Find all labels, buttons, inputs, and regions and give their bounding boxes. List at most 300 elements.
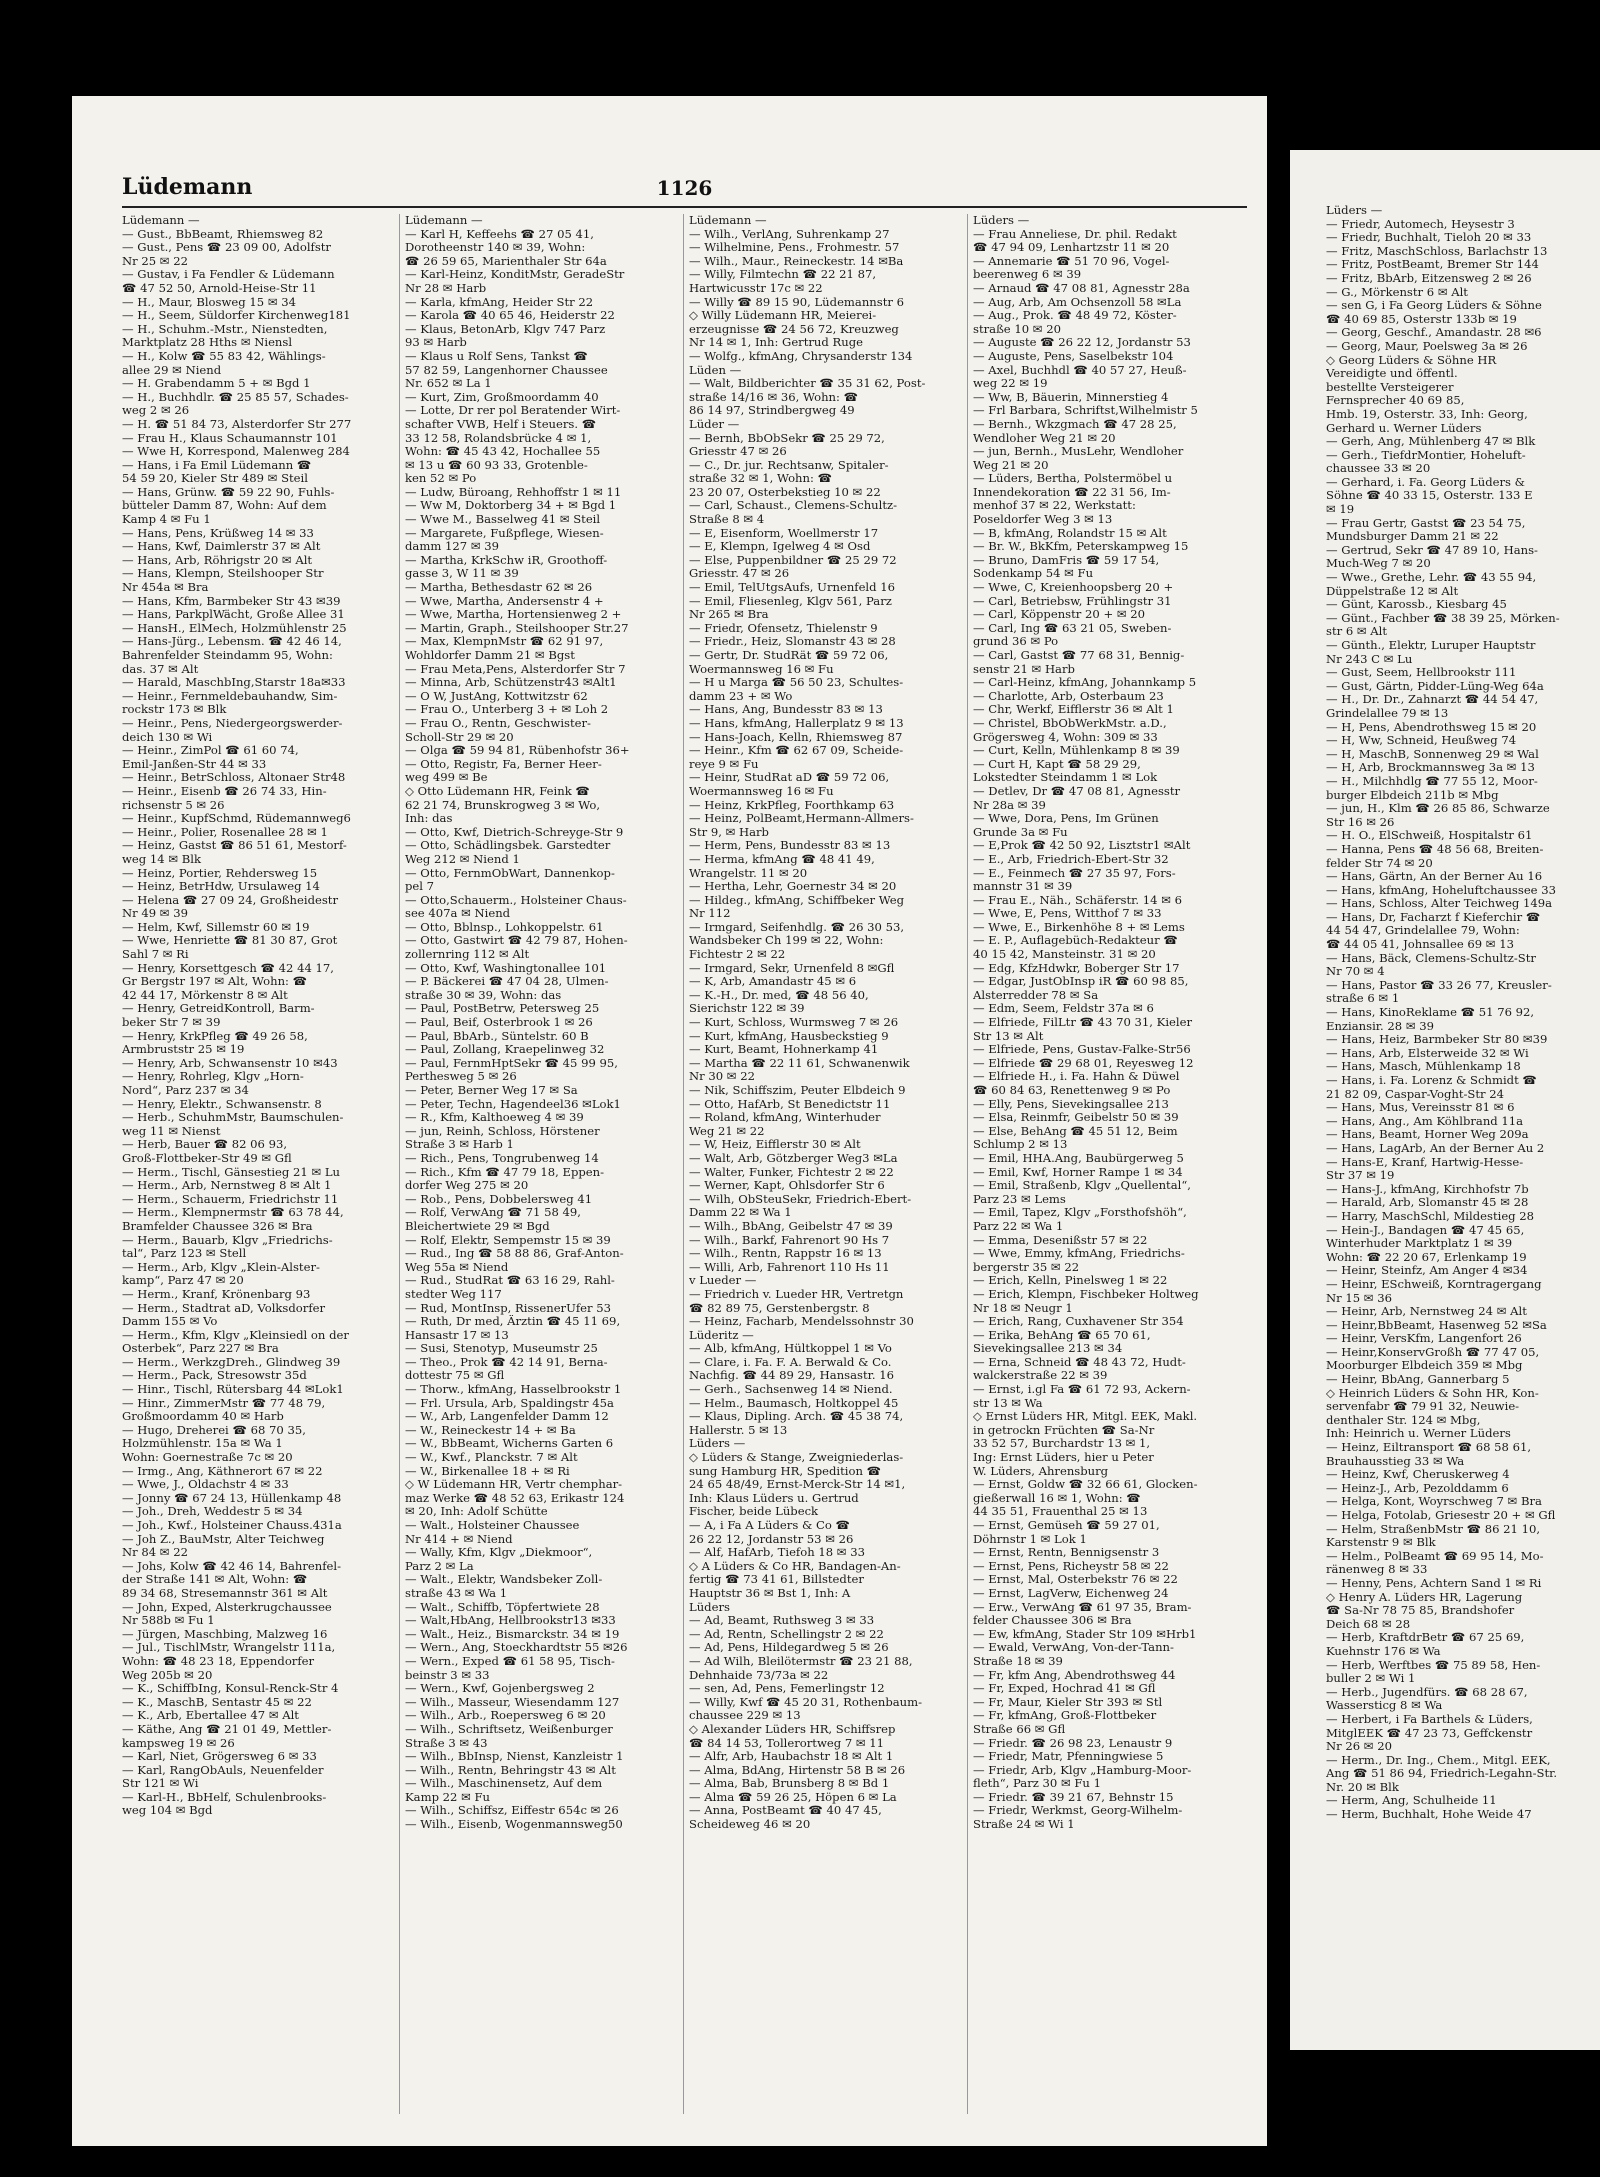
directory-entry-line: — Johs, Kolw ☎ 42 46 14, Bahrenfel- bbox=[122, 1559, 342, 1573]
directory-entry-line: — Herbert, i Fa Barthels & Lüders, bbox=[1326, 1712, 1533, 1726]
directory-entry-line: — H, Ww, Schneid, Heußweg 74 bbox=[1326, 734, 1517, 748]
directory-entry-line: Marktplatz 28 Hths ✉ Niensl bbox=[122, 336, 293, 350]
directory-entry-line: Nr 15 ✉ 36 bbox=[1326, 1291, 1392, 1305]
directory-entry-line: ☎ 47 52 50, Arnold-Heise-Str 11 bbox=[122, 281, 317, 295]
directory-entry-line: — Elfriede, FilLtr ☎ 43 70 31, Kieler bbox=[973, 1016, 1193, 1030]
directory-entry-line: Söhne ☎ 40 33 15, Osterstr. 133 E bbox=[1326, 489, 1533, 503]
directory-entry-line: — Frau E., Näh., Schäferstr. 14 ✉ 6 bbox=[973, 893, 1182, 907]
directory-entry-line: — Otto, Kwf, Dietrich-Schreyge-Str 9 bbox=[405, 825, 624, 839]
directory-entry-line: pel 7 bbox=[405, 880, 435, 894]
directory-entry-line: — Hans, Bäck, Clemens-Schultz-Str bbox=[1326, 951, 1536, 965]
directory-entry-line: Straße 8 ✉ 4 bbox=[689, 513, 765, 527]
directory-entry-line: — H. O., ElSchweiß, Hospitalstr 61 bbox=[1326, 829, 1533, 843]
directory-entry-line: Inh: Klaus Lüders u. Gertrud bbox=[689, 1491, 859, 1505]
directory-entry-line: — Hans, Masch, Mühlenkamp 18 bbox=[1326, 1060, 1521, 1074]
directory-entry-line: — Hans, Dr, Facharzt f Kieferchir ☎ bbox=[1326, 910, 1541, 924]
directory-entry-line: — Gerh, Ang, Mühlenberg 47 ✉ Blk bbox=[1326, 435, 1536, 449]
directory-entry-line: straße 30 ✉ 39, Wohn: das bbox=[405, 988, 562, 1002]
directory-entry-line: — Heinr., ZimPol ☎ 61 60 74, bbox=[122, 744, 299, 758]
directory-entry-line: mannstr 31 ✉ 39 bbox=[973, 880, 1073, 894]
directory-entry-line: gießerwall 16 ✉ 1, Wohn: ☎ bbox=[973, 1491, 1141, 1505]
directory-entry-line: — G., Mörkenstr 6 ✉ Alt bbox=[1326, 285, 1468, 299]
directory-entry-line: ◇ Willy Lüdemann HR, Meierei- bbox=[689, 309, 877, 323]
directory-entry-line: — Gerhard, i. Fa. Georg Lüders & bbox=[1326, 475, 1525, 489]
directory-entry-line: Perthesweg 5 ✉ 26 bbox=[405, 1070, 517, 1084]
directory-entry-line: damm 23 + ✉ Wo bbox=[689, 689, 793, 703]
directory-entry-line: Much-Weg 7 ✉ 20 bbox=[1326, 557, 1431, 571]
directory-entry-line: ◇ A Lüders & Co HR, Bandagen-An- bbox=[689, 1559, 901, 1573]
directory-entry-line: straße 43 ✉ Wa 1 bbox=[405, 1586, 508, 1600]
directory-entry-line: — Willy ☎ 89 15 90, Lüdemannstr 6 bbox=[689, 295, 904, 309]
directory-entry-line: Bahrenfelder Steindamm 95, Wohn: bbox=[122, 649, 333, 662]
directory-entry-line: bergerstr 35 ✉ 22 bbox=[973, 1260, 1080, 1274]
directory-entry-line: — Erich, Klempn, Fischbeker Holtweg bbox=[973, 1287, 1199, 1301]
directory-entry-line: — Erich, Kelln, Pinelsweg 1 ✉ 22 bbox=[973, 1274, 1168, 1288]
directory-entry-line: — Paul, Zollang, Kraepelinweg 32 bbox=[405, 1043, 605, 1057]
directory-entry-line: Straße 3 ✉ Harb 1 bbox=[405, 1138, 514, 1152]
directory-entry-line: — Rud., Ing ☎ 58 88 86, Graf-Anton- bbox=[405, 1247, 624, 1261]
directory-entry-line: — Herm., Kfm, Klgv „Kleinsiedl on der bbox=[122, 1328, 349, 1342]
directory-entry-line: — Friedr, Matr, Pfenningwiese 5 bbox=[973, 1750, 1164, 1764]
directory-entry-line: — Frau O., Unterberg 3 + ✉ Loh 2 bbox=[405, 703, 609, 717]
directory-entry-line: — Nik, Schiffszim, Peuter Elbdeich 9 bbox=[689, 1084, 906, 1097]
directory-entry-line: — Wwe, J., Oldachstr 4 ✉ 33 bbox=[122, 1478, 289, 1492]
directory-entry-line: — Margarete, Fußpflege, Wiesen- bbox=[405, 526, 604, 540]
directory-entry-line: — Heinr,BbBeamt, Hasenweg 52 ✉Sa bbox=[1326, 1318, 1547, 1332]
directory-entry-line: Armbruststr 25 ✉ 19 bbox=[122, 1043, 245, 1057]
directory-entry-line: — Heinr., BetrSchloss, Altonaer Str48 bbox=[122, 771, 346, 785]
directory-entry-line: Deich 68 ✉ 28 bbox=[1326, 1617, 1411, 1631]
directory-entry-line: — Hans, Arb, Röhrigstr 20 ✉ Alt bbox=[122, 553, 313, 567]
directory-entry-line: burger Elbdeich 211b ✉ Mbg bbox=[1326, 788, 1499, 802]
directory-entry-line: Sahl 7 ✉ Ri bbox=[122, 948, 189, 962]
directory-entry-line: reye 9 ✉ Fu bbox=[689, 757, 759, 771]
directory-entry-line: — Henny, Pens, Achtern Sand 1 ✉ Ri bbox=[1326, 1576, 1542, 1590]
directory-entry-line: — E,Prok ☎ 42 50 92, Lisztstr1 ✉Alt bbox=[973, 839, 1191, 853]
directory-entry-line: — John, Exped, Alsterkrugchaussee bbox=[122, 1600, 332, 1614]
directory-entry-line: Grunde 3a ✉ Fu bbox=[973, 825, 1068, 839]
directory-entry-line: — Ernst, Rentn, Bennigsenstr 3 bbox=[973, 1546, 1160, 1560]
directory-entry-line: — Arnaud ☎ 47 08 81, Agnesstr 28a bbox=[973, 281, 1190, 295]
directory-entry-line: — Gust, Gärtn, Pidder-Lüng-Weg 64a bbox=[1326, 679, 1544, 693]
directory-entry-line: ☎ 84 14 53, Tollerortweg 7 ✉ 11 bbox=[689, 1736, 885, 1750]
directory-entry-line: — jun, Reinh, Schloss, Hörstener bbox=[405, 1124, 600, 1138]
directory-entry-line: ☎ 47 94 09, Lenhartzstr 11 ✉ 20 bbox=[973, 241, 1170, 255]
directory-entry-line: sung Hamburg HR, Spedition ☎ bbox=[689, 1464, 882, 1478]
directory-entry-line: — Br. W., BkKfm, Peterskampweg 15 bbox=[973, 540, 1189, 554]
directory-entry-line: maz Werke ☎ 48 52 63, Erikastr 124 bbox=[405, 1491, 625, 1505]
directory-entry-line: v Lueder — bbox=[689, 1274, 757, 1288]
directory-entry-line: Parz 2 ✉ La bbox=[405, 1559, 474, 1573]
directory-entry-line: weg 22 ✉ 19 bbox=[973, 377, 1048, 391]
directory-entry-line: — Herm, Ang, Schulheide 11 bbox=[1326, 1794, 1497, 1808]
directory-entry-line: Mundsburger Damm 21 ✉ 22 bbox=[1326, 530, 1499, 544]
directory-entry-line: ✉ 13 u ☎ 60 93 33, Grotenble- bbox=[405, 458, 588, 472]
directory-entry-line: Woermannsweg 16 ✉ Fu bbox=[689, 662, 834, 676]
directory-entry-line: — Wilh., Maschinensetz, Auf dem bbox=[405, 1777, 603, 1791]
directory-entry-line: Kuehnstr 176 ✉ Wa bbox=[1326, 1644, 1441, 1658]
directory-entry-line: fleth“, Parz 30 ✉ Fu 1 bbox=[973, 1777, 1101, 1791]
directory-entry-line: — Wern., Exped ☎ 61 58 95, Tisch- bbox=[405, 1654, 615, 1668]
directory-entry-line: — H, Pens, Abendrothsweg 15 ✉ 20 bbox=[1326, 720, 1537, 734]
directory-entry-line: — Henry, KrkPfleg ☎ 49 26 58, bbox=[122, 1029, 308, 1043]
column-3 bbox=[689, 214, 959, 1832]
directory-entry-line: — Frau Anneliese, Dr. phil. Redakt bbox=[973, 227, 1177, 241]
directory-entry-line: Nachfig. ☎ 44 89 29, Hansastr. 16 bbox=[689, 1369, 895, 1383]
directory-entry-line: — Alma, Bab, Brunsberg 8 ✉ Bd 1 bbox=[689, 1777, 890, 1791]
directory-entry-line: walckerstraße 22 ✉ 39 bbox=[973, 1369, 1108, 1383]
directory-entry-line: straße 14/16 ✉ 36, Wohn: ☎ bbox=[689, 390, 859, 404]
directory-entry-line: — Heinr., Fernmeldebauhandw, Sim- bbox=[122, 689, 338, 703]
directory-entry-line: — Wilh., BbAng, Geibelstr 47 ✉ 39 bbox=[689, 1219, 893, 1233]
directory-entry-line: — Wilh., Rentn, Behringstr 43 ✉ Alt bbox=[405, 1763, 616, 1777]
directory-entry-line: — C., Dr. jur. Rechtsanw, Spitaler- bbox=[689, 458, 889, 472]
directory-page bbox=[72, 96, 1267, 2146]
directory-entry-line: — Wwe, Henriette ☎ 81 30 87, Grot bbox=[122, 934, 338, 948]
directory-entry-line: Holzmühlenstr. 15a ✉ Wa 1 bbox=[122, 1437, 283, 1451]
directory-entry-line: — Wwe, Martha, Andersenstr 4 + bbox=[405, 594, 604, 608]
directory-entry-line: dottestr 75 ✉ Gfl bbox=[405, 1369, 505, 1383]
directory-entry-line: — Wwe M., Basselweg 41 ✉ Steil bbox=[405, 513, 601, 527]
directory-entry-line: Nr 14 ✉ 1, Inh: Gertrud Ruge bbox=[689, 336, 863, 350]
directory-entry-line: 40 15 42, Mansteinstr. 31 ✉ 20 bbox=[973, 948, 1156, 962]
directory-entry-line: — Otto, Kwf, Washingtonallee 101 bbox=[405, 961, 607, 975]
directory-entry-line: — Carl, Gastst ☎ 77 68 31, Bennig- bbox=[973, 649, 1185, 662]
directory-entry-line: ◇ Ernst Lüders HR, Mitgl. EEK, Makl. bbox=[973, 1410, 1198, 1424]
directory-entry-line: Hansastr 17 ✉ 13 bbox=[405, 1328, 509, 1342]
directory-entry-line: — Otto, Registr, Fa, Berner Heer- bbox=[405, 757, 602, 771]
directory-entry-line: denthaler Str. 124 ✉ Mbg, bbox=[1326, 1413, 1481, 1427]
directory-entry-line: beker Str 7 ✉ 39 bbox=[122, 1016, 221, 1030]
directory-entry-line: — Auguste, Pens, Saselbekstr 104 bbox=[973, 349, 1174, 363]
directory-entry-line: Innendekoration ☎ 22 31 56, Im- bbox=[973, 485, 1171, 499]
directory-entry-line: Wohn: Goernestraße 7c ✉ 20 bbox=[122, 1451, 293, 1465]
directory-entry-line: — Frl. Ursula, Arb, Spaldingstr 45a bbox=[405, 1396, 614, 1410]
directory-entry-line: — Karla, kfmAng, Heider Str 22 bbox=[405, 295, 594, 309]
directory-entry-line: — Wwe., Grethe, Lehr. ☎ 43 55 94, bbox=[1326, 571, 1537, 585]
directory-entry-line: — Hans, Pastor ☎ 33 26 77, Kreusler- bbox=[1326, 978, 1552, 992]
directory-entry-line: Ang ☎ 51 86 94, Friedrich-Legahn-Str. bbox=[1326, 1767, 1558, 1781]
directory-entry-line: Griesstr. 47 ✉ 26 bbox=[689, 567, 790, 581]
directory-entry-line: — Günth., Elektr, Luruper Hauptstr bbox=[1326, 639, 1536, 652]
directory-entry-line: — Henry, Rohrleg, Klgv „Horn- bbox=[122, 1070, 304, 1084]
directory-entry-line: Str 9, ✉ Harb bbox=[689, 825, 769, 839]
directory-entry-line: — Harald, MaschbIng,Starstr 18a✉33 bbox=[122, 676, 346, 690]
directory-entry-line: 44 35 51, Frauenthal 25 ✉ 13 bbox=[973, 1505, 1148, 1519]
directory-entry-line: — Henry, GetreidKontroll, Barm- bbox=[122, 1002, 315, 1016]
directory-entry-line: weg 14 ✉ Blk bbox=[122, 852, 201, 866]
directory-entry-line: — H. ☎ 51 84 73, Alsterdorfer Str 277 bbox=[122, 417, 352, 431]
directory-entry-line: — Hans-Jürg., Lebensm. ☎ 42 46 14, bbox=[122, 635, 342, 649]
directory-entry-line: Nr 112 bbox=[689, 907, 731, 921]
directory-entry-line: — Alb, kfmAng, Hültkoppel 1 ✉ Vo bbox=[689, 1342, 892, 1356]
directory-entry-line: — Christel, BbObWerkMstr. a.D., bbox=[973, 716, 1167, 730]
directory-entry-line: Nr. 20 ✉ Blk bbox=[1326, 1780, 1399, 1794]
directory-entry-line: Poseldorfer Weg 3 ✉ 13 bbox=[973, 513, 1113, 527]
directory-entry-line: zollernring 112 ✉ Alt bbox=[405, 948, 530, 962]
directory-entry-line: — Max, KlempnMstr ☎ 62 91 97, bbox=[405, 635, 604, 649]
directory-entry-line: 21 82 09, Caspar-Voght-Str 24 bbox=[1326, 1087, 1505, 1101]
directory-entry-line: Scholl-Str 29 ✉ 20 bbox=[405, 730, 514, 744]
directory-entry-line: Wendloher Weg 21 ✉ 20 bbox=[973, 431, 1116, 445]
directory-entry-line: — Erika, BehAng ☎ 65 70 61, bbox=[973, 1328, 1151, 1342]
directory-entry-line: — Wwe, Martha, Hortensienweg 2 + bbox=[405, 608, 622, 622]
directory-entry-line: — Wilh., Eisenb, Wogenmannsweg50 bbox=[405, 1818, 623, 1832]
directory-entry-line: ☎ 44 05 41, Johnsallee 69 ✉ 13 bbox=[1326, 938, 1514, 952]
directory-entry-line: — Wilh., VerlAng, Suhrenkamp 27 bbox=[689, 227, 890, 241]
directory-entry-line: — Hugo, Dreherei ☎ 68 70 35, bbox=[122, 1423, 306, 1437]
directory-entry-line: — Otto, HafArb, St Benedictstr 11 bbox=[689, 1097, 891, 1111]
directory-entry-line: — Carl-Heinz, kfmAng, Johannkamp 5 bbox=[973, 676, 1197, 690]
directory-entry-line: ☎ Sa-Nr 78 75 85, Brandshofer bbox=[1326, 1604, 1515, 1618]
directory-entry-line: — Axel, Buchhdl ☎ 40 57 27, Heuß- bbox=[973, 363, 1187, 377]
directory-entry-line: — Hans, Ang., Am Köhlbrand 11a bbox=[1326, 1114, 1524, 1128]
directory-entry-line: — Walt, Arb, Götzberger Weg3 ✉La bbox=[689, 1151, 898, 1165]
directory-entry-line: — Friedr, Arb, Klgv „Hamburg-Moor- bbox=[973, 1763, 1192, 1777]
directory-entry-line: — Herm., Arb, Nernstweg 8 ✉ Alt 1 bbox=[122, 1179, 332, 1193]
directory-entry-line: — Hans, Mus, Vereinsstr 81 ✉ 6 bbox=[1326, 1101, 1515, 1115]
directory-entry-line: — Gerh., Sachsenweg 14 ✉ Niend. bbox=[689, 1383, 893, 1397]
directory-entry-line: Straße 3 ✉ 43 bbox=[405, 1736, 488, 1750]
directory-entry-line: — W., Kwf., Planckstr. 7 ✉ Alt bbox=[405, 1451, 578, 1465]
directory-entry-line: ◇ Henry A. Lüders HR, Lagerung bbox=[1326, 1590, 1523, 1604]
directory-entry-line: ☎ 40 69 85, Osterstr 133b ✉ 19 bbox=[1326, 312, 1517, 326]
directory-entry-line: — Wally, Kfm, Klgv „Diekmoor“, bbox=[405, 1546, 593, 1560]
page-header bbox=[122, 166, 1247, 208]
directory-entry-line: — Heinz, KrkPfleg, Foorthkamp 63 bbox=[689, 798, 895, 812]
directory-entry-line: Inh: Heinrich u. Werner Lüders bbox=[1326, 1427, 1511, 1441]
directory-entry-line: — Emma, Desenißstr 57 ✉ 22 bbox=[973, 1233, 1148, 1247]
directory-entry-line: ☎ 26 59 65, Marienthaler Str 64a bbox=[405, 254, 607, 268]
directory-entry-line: — Ernst, Mal, Osterbekstr 76 ✉ 22 bbox=[973, 1573, 1178, 1587]
directory-entry-line: — Hinr., ZimmerMstr ☎ 77 48 79, bbox=[122, 1396, 326, 1410]
directory-entry-line: — Hans, Gärtn, An der Berner Au 16 bbox=[1326, 870, 1543, 884]
directory-entry-line: dorfer Weg 275 ✉ 20 bbox=[405, 1179, 529, 1193]
directory-entry-line: — H., Schuhm.-Mstr., Nienstedten, bbox=[122, 322, 328, 336]
directory-entry-line: — Herb, KraftdrBetr ☎ 67 25 69, bbox=[1326, 1631, 1525, 1645]
directory-entry-line: — Heinr, VersKfm, Langenfort 26 bbox=[1326, 1332, 1522, 1346]
directory-entry-line: Parz 22 ✉ Wa 1 bbox=[973, 1219, 1064, 1233]
directory-entry-line: — Else, BehAng ☎ 45 51 12, Beim bbox=[973, 1124, 1178, 1138]
directory-entry-line: — Hans, Kfm, Barmbeker Str 43 ✉39 bbox=[122, 594, 341, 608]
directory-entry-line: — K.-H., Dr. med, ☎ 48 56 40, bbox=[689, 988, 869, 1002]
directory-entry-line: — H u Marga ☎ 56 50 23, Schultes- bbox=[689, 676, 904, 690]
facing-page bbox=[1290, 150, 1600, 2050]
directory-entry-line: Hallerstr. 5 ✉ 13 bbox=[689, 1423, 788, 1437]
directory-entry-line: Wohn: ☎ 45 43 42, Hochallee 55 bbox=[405, 445, 601, 459]
directory-entry-line: — Wern., Ang, Stoeckhardtstr 55 ✉26 bbox=[405, 1641, 628, 1655]
directory-entry-line: — Bernh, BbObSekr ☎ 25 29 72, bbox=[689, 431, 885, 445]
directory-entry-line: — Rolf, VerwAng ☎ 71 58 49, bbox=[405, 1206, 581, 1220]
directory-entry-line: — Ruth, Dr med, Ärztin ☎ 45 11 69, bbox=[405, 1315, 621, 1329]
directory-entry-line: — Heinz, BetrHdw, Ursulaweg 14 bbox=[122, 880, 320, 894]
directory-entry-line: ✉ 19 bbox=[1326, 503, 1355, 517]
directory-entry-line: — Herm., Stadtrat aD, Volksdorfer bbox=[122, 1301, 326, 1315]
directory-entry-line: Nr 49 ✉ 39 bbox=[122, 907, 188, 921]
directory-entry-line: — sen G, i Fa Georg Lüders & Söhne bbox=[1326, 299, 1542, 313]
directory-entry-line: Sodenkamp 54 ✉ Fu bbox=[973, 567, 1094, 581]
directory-entry-line: — Hertha, Lehr, Goernestr 34 ✉ 20 bbox=[689, 880, 897, 894]
directory-entry-line: Fernsprecher 40 69 85, bbox=[1326, 394, 1465, 408]
directory-entry-line: — Elfriede H., i. Fa. Hahn & Düwel bbox=[973, 1070, 1180, 1084]
directory-entry-line: — Jürgen, Maschbing, Malzweg 16 bbox=[122, 1627, 328, 1641]
directory-entry-line: — Kurt, Schloss, Wurmsweg 7 ✉ 26 bbox=[689, 1016, 899, 1030]
directory-entry-line: — Helm, Kwf, Sillemstr 60 ✉ 19 bbox=[122, 920, 310, 934]
directory-entry-line: — Hans, Pens, Krüßweg 14 ✉ 33 bbox=[122, 526, 314, 540]
directory-entry-line: 23 20 07, Osterbekstieg 10 ✉ 22 bbox=[689, 485, 881, 499]
directory-entry-line: Nr 18 ✉ Neugr 1 bbox=[973, 1301, 1073, 1315]
directory-entry-line: — Ernst, i.gl Fa ☎ 61 72 93, Ackern- bbox=[973, 1383, 1191, 1397]
directory-entry-line: — Ew, kfmAng, Stader Str 109 ✉Hrb1 bbox=[973, 1627, 1197, 1641]
directory-entry-line: Dorotheenstr 140 ✉ 39, Wohn: bbox=[405, 241, 586, 255]
directory-entry-line: schafter VWB, Helf i Steuers. ☎ bbox=[405, 417, 597, 431]
directory-entry-line: — Karl H, Keffeehs ☎ 27 05 41, bbox=[405, 227, 594, 241]
directory-entry-line: — Martha, Bethesdastr 62 ✉ 26 bbox=[405, 581, 593, 595]
directory-entry-line: beerenweg 6 ✉ 39 bbox=[973, 268, 1082, 282]
directory-entry-line: — Wilh., Arb., Roepersweg 6 ✉ 20 bbox=[405, 1709, 606, 1723]
directory-entry-line: — Helga, Kont, Woyrschweg 7 ✉ Bra bbox=[1326, 1495, 1542, 1509]
directory-entry-line: — Wilh., Rentn, Rappstr 16 ✉ 13 bbox=[689, 1247, 882, 1261]
directory-entry-line: ken 52 ✉ Po bbox=[405, 472, 477, 486]
directory-entry-line: — Theo., Prok ☎ 42 14 91, Berna- bbox=[405, 1355, 608, 1369]
directory-entry-line: — Emil, Fliesenleg, Klgv 561, Parz bbox=[689, 594, 892, 608]
directory-entry-line: — W., Birkenallee 18 + ✉ Ri bbox=[405, 1464, 570, 1478]
directory-entry-line: — K., SchiffbIng, Konsul-Renck-Str 4 bbox=[122, 1682, 339, 1696]
directory-entry-line: Str 37 ✉ 19 bbox=[1326, 1169, 1395, 1183]
directory-entry-line: — W, Heiz, Eifflerstr 30 ✉ Alt bbox=[689, 1138, 861, 1152]
directory-entry-line: — Clare, i. Fa. F. A. Berwald & Co. bbox=[689, 1355, 892, 1369]
directory-entry-line: — Karl, Niet, Grögersweg 6 ✉ 33 bbox=[122, 1750, 317, 1764]
directory-entry-line: — K, Arb, Amandastr 45 ✉ 6 bbox=[689, 975, 857, 989]
directory-entry-line: — Carl, Köppenstr 20 + ✉ 20 bbox=[973, 608, 1146, 622]
directory-entry-line: ◇ Lüders & Stange, Zweigniederlas- bbox=[689, 1451, 904, 1465]
directory-entry-line: MitglEEK ☎ 47 23 73, Geffckenstr bbox=[1326, 1726, 1533, 1740]
directory-entry-line: — Wilh, ObSteuSekr, Friedrich-Ebert- bbox=[689, 1192, 912, 1206]
directory-entry-line: — Martin, Graph., Steilshooper Str.27 bbox=[405, 621, 629, 635]
directory-entry-line: Lüder — bbox=[689, 417, 740, 431]
directory-entry-line: ◇ Heinrich Lüders & Sohn HR, Kon- bbox=[1326, 1386, 1539, 1400]
directory-entry-line: — Friedr, Werkmst, Georg-Wilhelm- bbox=[973, 1804, 1183, 1818]
directory-entry-line: — Fritz, BbArb, Eitzensweg 2 ✉ 26 bbox=[1326, 271, 1532, 285]
directory-entry-line: weg 11 ✉ Nienst bbox=[122, 1124, 221, 1138]
directory-entry-line: — Irmgard, Sekr, Urnenfeld 8 ✉Gfl bbox=[689, 961, 895, 975]
directory-entry-line: — Wern., Kwf, Gojenbergsweg 2 bbox=[405, 1682, 595, 1696]
directory-entry-line: — H., Dr. Dr., Zahnarzt ☎ 44 54 47, bbox=[1326, 693, 1539, 707]
directory-entry-line: — Gust., Pens ☎ 23 09 00, Adolfstr bbox=[122, 241, 331, 255]
directory-entry-line: — Harry, MaschSchl, Mildestieg 28 bbox=[1326, 1209, 1535, 1223]
directory-entry-line: ◇ Georg Lüders & Söhne HR bbox=[1326, 353, 1497, 367]
directory-entry-line: Emil-Janßen-Str 44 ✉ 33 bbox=[122, 757, 267, 771]
directory-entry-line: Karstenstr 9 ✉ Blk bbox=[1326, 1536, 1436, 1550]
directory-entry-line: Osterbek“, Parz 227 ✉ Bra bbox=[122, 1342, 279, 1356]
directory-entry-line: W. Lüders, Ahrensburg bbox=[973, 1464, 1109, 1478]
directory-entry-line: — Wwe, E, Pens, Witthof 7 ✉ 33 bbox=[973, 907, 1162, 921]
directory-entry-line: ränenweg 8 ✉ 33 bbox=[1326, 1563, 1428, 1577]
directory-entry-line: — Georg, Maur, Poelsweg 3a ✉ 26 bbox=[1326, 339, 1528, 353]
directory-entry-line: — Willy, Kwf ☎ 45 20 31, Rothenbaum- bbox=[689, 1695, 923, 1709]
directory-entry-line: — Fritz, MaschSchloss, Barlachstr 13 bbox=[1326, 244, 1548, 258]
directory-entry-line: — Karl-H., BbHelf, Schulenbrooks- bbox=[122, 1790, 327, 1804]
directory-entry-line: straße 32 ✉ 1, Wohn: ☎ bbox=[689, 472, 833, 486]
directory-entry-line: — Herm., Kranf, Krönenbarg 93 bbox=[122, 1287, 311, 1301]
directory-entry-line: — Heinr., Kfm ☎ 62 67 09, Scheide- bbox=[689, 744, 904, 758]
directory-entry-line: — Hinr., Tischl, Rütersbarg 44 ✉Lok1 bbox=[122, 1383, 344, 1397]
directory-entry-line: Wassersticg 8 ✉ Wa bbox=[1326, 1699, 1443, 1713]
directory-entry-line: — Herb., SchuhmMstr, Baumschulen- bbox=[122, 1111, 344, 1125]
directory-entry-line: gasse 3, W 11 ✉ 39 bbox=[405, 567, 519, 581]
directory-entry-line: — Gertrud, Sekr ☎ 47 89 10, Hans- bbox=[1326, 543, 1538, 557]
directory-entry-line: fertig ☎ 73 41 61, Billstedter bbox=[689, 1573, 864, 1587]
directory-entry-line: Kamp 4 ✉ Fu 1 bbox=[122, 513, 211, 527]
directory-entry-line: chaussee 33 ✉ 20 bbox=[1326, 462, 1431, 476]
directory-entry-line: 33 52 57, Burchardstr 13 ✉ 1, bbox=[973, 1437, 1151, 1451]
directory-entry-line: — Heinz, Kwf, Cheruskerweg 4 bbox=[1326, 1468, 1510, 1482]
directory-entry-line: Wohn: ☎ 48 23 18, Eppendorfer bbox=[122, 1654, 315, 1668]
directory-entry-line: ◇ W Lüdemann HR, Vertr chemphar- bbox=[405, 1478, 623, 1492]
directory-entry-line: ◇ Alexander Lüders HR, Schiffsrep bbox=[689, 1722, 896, 1736]
directory-entry-line: — Wwe, Emmy, kfmAng, Friedrichs- bbox=[973, 1247, 1185, 1261]
directory-entry-line: — Carl, Betriebsw, Frühlingstr 31 bbox=[973, 594, 1172, 608]
directory-entry-line: — Fr, Exped, Hochrad 41 ✉ Gfl bbox=[973, 1682, 1156, 1696]
directory-entry-line: — Frau Meta,Pens, Alsterdorfer Str 7 bbox=[405, 662, 626, 676]
directory-entry-line: — Jonny ☎ 67 24 13, Hüllenkamp 48 bbox=[122, 1491, 342, 1505]
directory-entry-line: — Elsa, Reinmfr, Geibelstr 50 ✉ 39 bbox=[973, 1111, 1179, 1125]
directory-entry-line: Scheideweg 46 ✉ 20 bbox=[689, 1818, 811, 1832]
directory-entry-line: felder Str 74 ✉ 20 bbox=[1326, 856, 1433, 870]
directory-entry-line: — Karl, RangObAuls, Neuenfelder bbox=[122, 1763, 324, 1777]
column-divider bbox=[683, 214, 684, 2114]
directory-entry-line: — E. P., Auflagebüch-Redakteur ☎ bbox=[973, 934, 1178, 948]
directory-entry-line: — Emil, HHA.Ang, Baubürgerweg 5 bbox=[973, 1151, 1184, 1165]
directory-entry-line: — Hans-Joach, Kelln, Rhiemsweg 87 bbox=[689, 730, 903, 744]
directory-entry-line: Wrangelstr. 11 ✉ 20 bbox=[689, 866, 808, 880]
directory-entry-line: — Peter, Techn, Hagendeel36 ✉Lok1 bbox=[405, 1097, 621, 1111]
directory-entry-line: Weg 21 ✉ 20 bbox=[973, 458, 1049, 472]
directory-entry-line: Döhrnstr 1 ✉ Lok 1 bbox=[973, 1532, 1087, 1546]
directory-entry-line: — Helm., Baumasch, Holtkoppel 45 bbox=[689, 1396, 899, 1410]
directory-entry-line: 26 22 12, Jordanstr 53 ✉ 26 bbox=[689, 1532, 854, 1546]
directory-entry-line: — Friedrich v. Lueder HR, Vertretgn bbox=[689, 1287, 904, 1301]
directory-entry-line: Bramfelder Chaussee 326 ✉ Bra bbox=[122, 1219, 313, 1233]
directory-entry-line: — Walt., Holsteiner Chaussee bbox=[405, 1519, 580, 1532]
directory-entry-line: — Curt H, Kapt ☎ 58 29 29, bbox=[973, 757, 1141, 771]
directory-entry-line: — Erna, Schneid ☎ 48 43 72, Hudt- bbox=[973, 1355, 1186, 1369]
directory-entry-line: — Otto, Schädlingsbek. Garstedter bbox=[405, 839, 611, 853]
directory-entry-line: Lüders bbox=[689, 1600, 730, 1614]
directory-entry-line: allee 29 ✉ Niend bbox=[122, 363, 222, 377]
directory-entry-line: — Hans, Schloss, Alter Teichweg 149a bbox=[1326, 897, 1553, 911]
directory-entry-line: Nr 588b ✉ Fu 1 bbox=[122, 1614, 215, 1628]
directory-entry-line: Griesstr 47 ✉ 26 bbox=[689, 445, 787, 459]
directory-entry-line: — Gerh., TiefdrMontier, Hoheluft- bbox=[1326, 448, 1526, 462]
directory-entry-line: — Wwe H, Korrespond, Malenweg 284 bbox=[122, 445, 350, 459]
directory-entry-line: — E., Arb, Friedrich-Ebert-Str 32 bbox=[973, 852, 1169, 866]
directory-entry-line: — Ernst, Pens, Richeystr 58 ✉ 22 bbox=[973, 1559, 1169, 1573]
directory-entry-line: — B, kfmAng, Rolandstr 15 ✉ Alt bbox=[973, 526, 1167, 540]
directory-entry-line: Enziansir. 28 ✉ 39 bbox=[1326, 1019, 1435, 1033]
directory-entry-line: Wohldorfer Damm 21 ✉ Bgst bbox=[405, 649, 575, 662]
directory-entry-line: — Herma, kfmAng ☎ 48 41 49, bbox=[689, 852, 875, 866]
directory-entry-line: — sen, Ad, Pens, Femerlingstr 12 bbox=[689, 1682, 885, 1696]
directory-entry-line: — Detlev, Dr ☎ 47 08 81, Agnesstr bbox=[973, 784, 1181, 798]
directory-entry-line: — Hanna, Pens ☎ 48 56 68, Breiten- bbox=[1326, 842, 1544, 856]
directory-entry-line: — Walt., Schiffb, Töpfertwiete 28 bbox=[405, 1600, 600, 1614]
directory-entry-line: — Hans, i. Fa. Lorenz & Schmidt ☎ bbox=[1326, 1074, 1537, 1087]
directory-entry-line: — Friedr, Automech, Heysestr 3 bbox=[1326, 217, 1515, 231]
directory-entry-line: — Alfr, Arb, Haubachstr 18 ✉ Alt 1 bbox=[689, 1750, 894, 1764]
directory-entry-line: — Kurt, Zim, Großmoordamm 40 bbox=[405, 390, 599, 404]
directory-entry-line: Sievekingsallee 213 ✉ 34 bbox=[973, 1342, 1123, 1356]
